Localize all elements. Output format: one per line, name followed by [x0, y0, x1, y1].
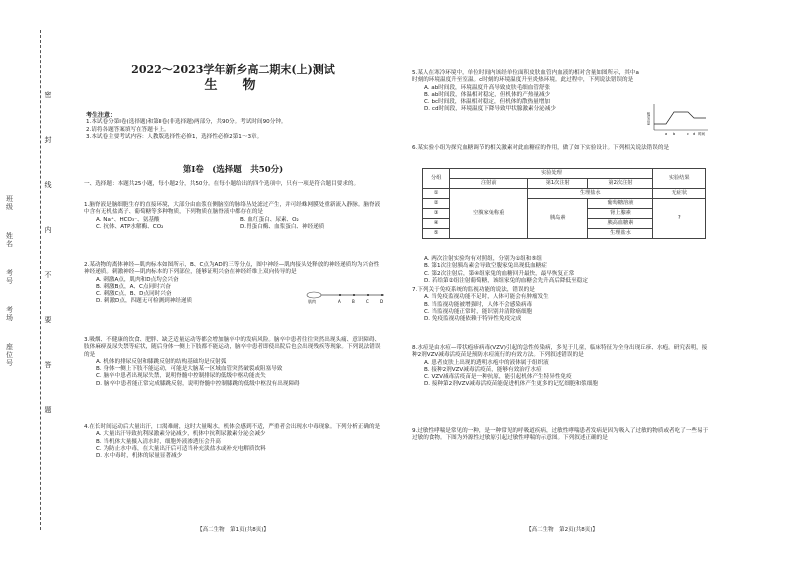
seal-char: 答 — [44, 361, 52, 369]
section-title: 第Ⅰ卷 (选择题 共50分) — [182, 165, 284, 175]
second-cell: 葡萄糖溶液 — [588, 199, 653, 209]
question-7 — [412, 287, 712, 323]
exam-subject: 生 物 — [204, 78, 262, 93]
first-saline-cell: 生理盐水 — [528, 189, 653, 199]
option-d: D. 刺激D点，四题无可检测到神经递质 — [96, 298, 193, 305]
options-row — [84, 224, 384, 231]
graph-x-d: d — [693, 132, 696, 136]
option-d: D. 若给第②组注射葡萄糖，该组家兔的血糖会先升高后降低至稳定 — [424, 277, 588, 284]
section-intro — [84, 181, 384, 188]
binding-dashed-line — [40, 30, 41, 530]
option-a: A. 大量出汗导致抗利尿激素分泌减少，机体中抗利尿激素分泌会减少 — [96, 431, 266, 438]
seal-char: 封 — [44, 136, 52, 144]
option-b: B. 血红蛋白、尿素、O₂ — [240, 216, 299, 223]
option-b: B. 当监视功能被增强时，人体不会感染病毒 — [424, 301, 533, 308]
th-second-injection: 第2次注射 — [588, 179, 653, 189]
question-5 — [412, 70, 642, 114]
question-8 — [412, 345, 712, 389]
question-stem: 8.水痘是由水痘—带状疱疹病毒(VZV)引起的急性传染病，多见于儿童，临床特征为全身出现丘疹、水疱。研究表明，接种2剂VZV减毒活疫苗是预防水痘流行的有效方法。下列叙述错误的是 — [412, 345, 708, 359]
seal-char: 内 — [44, 226, 52, 234]
binding-label-room: 考场 — [6, 306, 13, 322]
nerve-muscle-figure — [306, 289, 386, 305]
figure-label-b: B — [352, 299, 355, 304]
group-cell: ① — [423, 189, 450, 199]
question-stem: 2.某动物的离体神经—肌肉标本如图所示，B、C点为AD的三等分点，图中神经—肌肉接头处释放的神经递质均为兴奋性神经递质。刺激神经—肌肉标本的下列部位，能够证明兴奋在神经纤维上双向传导的是 — [84, 262, 380, 276]
th-treatment: 实验处理 — [450, 169, 653, 179]
question-6 — [412, 145, 712, 152]
question-stem: 1.脑脊液是脑细胞生存的直接环境，大部分由血浆在侧脑室的脉络丛处滤过产生，并可经蛛网膜处重新流入静脉。脑脊液中含有无机盐离子、葡萄糖等多种物质，下列物质在脑脊液中都存在的是 — [84, 202, 381, 216]
question-1 — [84, 202, 384, 231]
seal-char: 题 — [44, 406, 52, 414]
section-intro-text: 一、选择题：本题共25小题，每小题2分，共50分。在每小题给出的四个选项中，只有一项是符合题目要求的。 — [84, 181, 360, 187]
option-d: D.胃蛋白酶、血浆蛋白、神经递质 — [240, 223, 325, 230]
option-a: A. 患者皮肤上出现的透明水疱中的液体属于组织液 — [424, 359, 549, 366]
figure-label-muscle: 肌肉 — [308, 299, 316, 304]
seal-char: 要 — [44, 316, 52, 324]
option-c: C. 第2次注射后，第④组家兔的血糖回升最快，最早恢复正常 — [424, 270, 575, 277]
option-b: B. 当机体大量摄入清水时，细胞外液渗透压会升高 — [96, 438, 221, 445]
blood-content-graph — [648, 102, 710, 136]
note-item: 1.本试卷分第Ⅰ卷(选择题)和第Ⅱ卷(非选择题)两部分，共90分。考试时间90分钟。 — [86, 119, 287, 126]
graph-ylabel: 相对含量 — [646, 112, 650, 125]
option-c: C. 抗体、ATP水解酶、CO₂ — [96, 223, 164, 230]
seal-char: 不 — [44, 271, 52, 279]
question-stem: 9.过敏性哮喘是常见的一种，是一种常见的呼吸道疾病，过敏性哮喘患者发病是因为吸入了过敏的物质或者吃了一些易于过敏的食物。下图为外源性过敏原引起过敏性哮喘的示意图。下列叙述正确的是 — [412, 428, 709, 442]
question-stem: 5.某人在寒冷环境中，单位时间内该经单位面积皮肤血管内血液的相对含量如图所示，其中a时刻的环境温度升至室温。c时刻的环境温度升至炎热环境。此过程中，下列说法错误的是 — [412, 70, 639, 84]
question-4 — [84, 424, 384, 460]
second-cell: 胰高血糖素 — [588, 219, 653, 229]
option-a: A. ab时间段，环境温度升高导致皮肤毛细血管舒张 — [424, 84, 551, 91]
question-3 — [84, 337, 384, 388]
second-cell: 生理盐水 — [588, 229, 653, 239]
option-a: A. 机体的排尿反射和膝跳反射的结构基础均是反射弧 — [96, 358, 227, 365]
question-stem: 4.在长时间运动后大量出汗，口渴难耐，这时大量喝水，机体会感到不适，严重者会出现水中毒现象。下列分析正确的是 — [84, 424, 381, 430]
question-stem: 6.某实验小组为探究血糖调节的相关激素对此血糖症的作用，做了如下实验设计。下列相关说法错误的是 — [412, 145, 670, 151]
option-c: C. VZV减毒活疫苗是一种抗原，能引起机体产生特异性免疫 — [424, 374, 572, 381]
graph-x-b: b — [673, 132, 676, 136]
option-c: C. 为防止水中毒，在大量出汗后可适当补充淡盐水或补充电解质饮料 — [96, 445, 266, 452]
page-footer: 【高二生物 第1页(共8页)】 — [197, 527, 269, 533]
exam-title: 2022～2023学年新乡高二期末(上)测试 — [131, 63, 335, 76]
option-d: D. 接种第2剂VZV减毒活疫苗能促进机体产生更多的记忆细胞和浆细胞 — [424, 381, 598, 388]
graph-x-c: c — [687, 132, 689, 136]
binding-label-seat: 座位号 — [6, 343, 13, 367]
option-b: B. 第1次注射胰岛素会导致空腹家兔出现低血糖症 — [424, 263, 547, 270]
result-cell: ? — [653, 199, 706, 239]
result-cell: 无症状 — [653, 189, 706, 199]
group-cell: ③ — [423, 209, 450, 219]
option-a: A. 两次注射实验均有对照组，分别为①组和⑤组 — [424, 256, 543, 262]
note-item: 3.本试卷主要考试内容：人教版选择性必修1，选择性必修2第1～3章。 — [86, 133, 263, 140]
left-page — [80, 0, 386, 562]
binding-label-number: 考号 — [6, 269, 13, 285]
option-d: D. 免疫监视功能依赖于特异性免疫完成 — [424, 316, 522, 323]
option-a: A. 刺激A点，肌肉和D点均会兴奋 — [96, 276, 179, 283]
second-cell: 肾上腺素 — [588, 209, 653, 219]
question-6-options — [412, 256, 712, 285]
option-c: C. bc时间段，体温相对稳定，但机体的散热量增加 — [424, 99, 550, 106]
exam-notes — [86, 112, 378, 141]
figure-label-a: A — [338, 299, 341, 304]
graph-x-a: a — [665, 132, 668, 136]
option-a: A. 当免疫监视功能不足时，人体可能会有肿瘤发生 — [424, 294, 549, 301]
th-result: 实验结果 — [653, 169, 706, 189]
seal-char: 线 — [44, 181, 52, 189]
option-d: D. cd时间段，环境温度下降导致甲状腺激素分泌减少 — [424, 106, 556, 113]
options-row — [84, 217, 384, 224]
group-cell: ④ — [423, 219, 450, 229]
experiment-table — [422, 168, 706, 239]
first-insulin-cell: 胰岛素 — [528, 199, 588, 239]
binding-margin — [0, 0, 62, 562]
figure-label-c: C — [366, 299, 369, 304]
notes-heading: 考生注意： — [86, 112, 117, 119]
question-stem: 3.吸烟、不健康的饮食、肥胖、缺乏适量运动等都会增加脑卒中的发病风险。脑卒中患者往往突然出现头痛、意识障碍、肢体麻痹及尿失禁等症状，随后身体一侧上下肢都不能运动，脑卒中患者即使出院后也会出现残疾等现象。下列说法错误的是 — [84, 337, 381, 358]
option-c: C. 脑卒中患者出现尿失禁，说明脊髓中控制排尿的低级中枢功能丧失 — [96, 373, 266, 380]
th-pre-injection: 注射前 — [450, 179, 528, 189]
option-b: B. ab时间段，体温相对稳定，但机体的产热量减少 — [424, 91, 551, 98]
graph-x-time: 时间 — [698, 132, 705, 136]
group-cell: ② — [423, 199, 450, 209]
option-d: D. 水中毒时，机体的尿量显著减少 — [96, 453, 183, 460]
option-d: D. 脑卒中患者能正常完成膝跳反射，说明脊髓中控制膝跳的低级中枢没有出现障碍 — [96, 380, 300, 387]
option-c: C. 当监视功能正常时，能识别并清除癌细胞 — [424, 308, 533, 315]
binding-label-name: 姓名 — [6, 232, 13, 248]
question-9 — [412, 428, 712, 443]
right-page — [408, 0, 716, 562]
option-b: B. 刺激B点，A、C点同时兴奋 — [96, 283, 171, 290]
option-b: B. 身体一侧上下肢不能运动，可能是大脑某一区域血管突然破裂或阻塞导致 — [96, 366, 283, 373]
pre-cell: 空腹家兔称重 — [450, 189, 528, 239]
seal-char: 密 — [44, 91, 52, 99]
page-footer: 【高二生物 第2页(共8页)】 — [526, 527, 598, 533]
th-first-injection: 第1次注射 — [528, 179, 588, 189]
question-stem: 7.下列关于免疫系统的监视功能的说法，错误的是 — [412, 287, 535, 293]
figure-label-d: D — [380, 299, 384, 304]
option-c: C. 刺激C点，B、D点同时兴奋 — [96, 291, 172, 298]
binding-label-class: 班级 — [6, 195, 13, 211]
option-b: B. 接种2剂VZV减毒活疫苗，能够有效治疗水痘 — [424, 366, 542, 373]
note-item: 2.请将各题答案填写在答题卡上。 — [86, 126, 170, 133]
option-a: A. Na⁺、HCO₃⁻、氨基酸 — [96, 216, 160, 223]
group-cell: ⑤ — [423, 229, 450, 239]
th-group: 分组 — [423, 169, 450, 189]
